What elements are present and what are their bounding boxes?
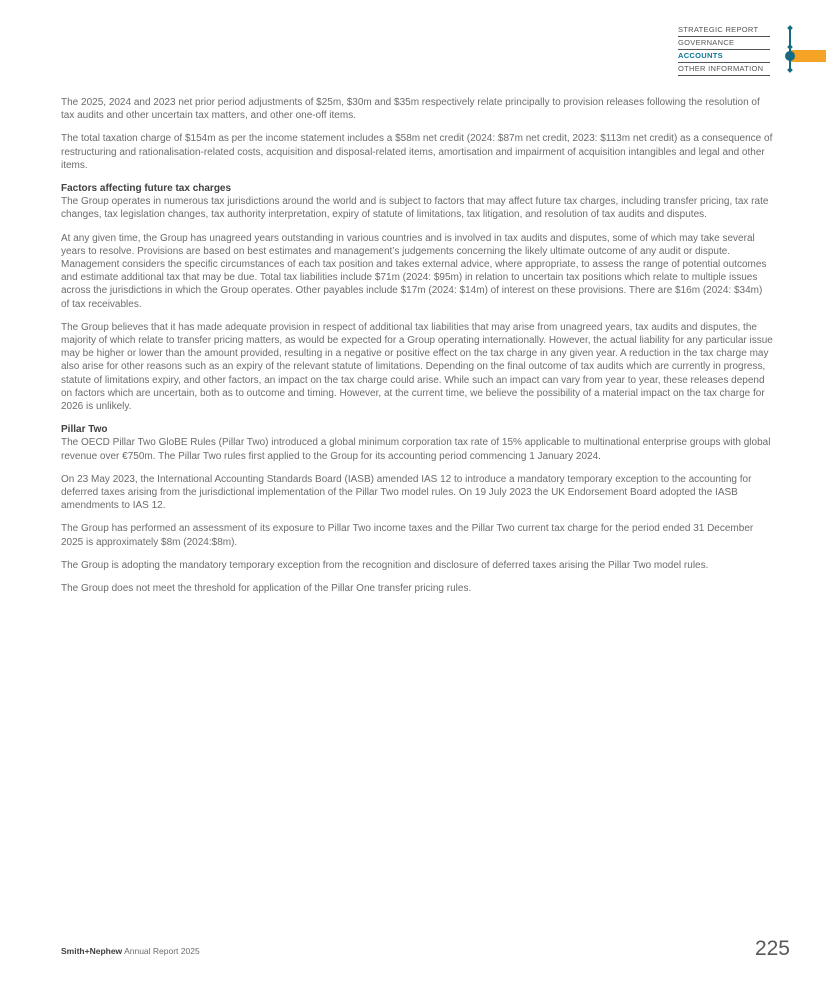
heading-pillar-two: Pillar Two <box>61 424 108 436</box>
page-number: 225 <box>754 937 790 960</box>
paragraph-prior-period-adjustments: The 2025, 2024 and 2023 net prior period adjustments of $25m, $30m and $35m respectively relate principally to provision releases following the resolution of tax audits and other uncertain tax matters, and other one-off items. <box>61 97 760 122</box>
section-nav <box>678 24 770 76</box>
paragraph-oecd-pillar-two-rules: The OECD Pillar Two GloBE Rules (Pillar Two) introduced a global minimum corporation tax rate of 15% applicable to multinational enterprise groups with global revenue over €750m. The Pillar Two rules first applied to the Group for its accounting period commencing 1 January 2024. <box>61 437 771 462</box>
brand-name: Smith+Nephew <box>61 946 123 956</box>
paragraph-unagreed-years: At any given time, the Group has unagreed years outstanding in various countries and is involved in tax audits and disputes, some of which may take several years to resolve. Provisions are based on best estimates and management’s judgements concerning the likely ultimate outcome of any audit or dispute. Management considers the specific circumstances of each tax position and takes external advice, where appropriate, to assess the range of potential outcomes and estimate additional tax that may be due. Total tax liabilities include $71m (2024: $95m) in relation to uncertain tax positions which relate to multiple issues across the jurisdictions in which the Group operates. Other payables include $17m (2024: $14m) of interest on these provisions. There are $16m (2024: $34m) of tax receivables. <box>61 232 767 310</box>
nav-rail-dot <box>787 44 793 50</box>
nav-item-governance[interactable]: GOVERNANCE <box>678 37 770 50</box>
page-footer <box>61 938 790 960</box>
nav-item-accounts[interactable]: ACCOUNTS <box>678 50 770 63</box>
paragraph-adequate-provision: The Group believes that it has made adequate provision in respect of additional tax liabilities that may arise from unagreed years, tax audits and disputes, the majority of which relate to transfer pricing matters, as would be expected for a Group operating internationally. However, the actual liability for any particular issue may be higher or lower than the amount provided, resulting in a negative or positive effect on the tax charge in any given year. A reduction in the tax charge may also arise for other reasons such as an expiry of the relevant statute of limitations. Depending on the final outcome of tax audits which are currently in progress, statute of limitations expiry, and other factors, an impact on the tax charge could arise. While such an impact can vary from year to year, these releases depend on factors which are uncertain, both as to outcome and timing. However, at the current time, we believe the possibility of a material impact on the tax charge for 2026 is unlikely. <box>61 321 773 413</box>
nav-item-other-information[interactable]: OTHER INFORMATION <box>678 63 770 76</box>
page-content <box>61 96 773 605</box>
active-section-marker-bar <box>789 50 826 62</box>
paragraph-total-taxation-charge: The total taxation charge of $154m as per the income statement includes a $58m net credit (2024: $87m net credit, 2023: $113m net credit) as a consequence of restructuring and rationalisation-related costs, acquisition and disposal-related items, amortisation and impairment of acquisition intangibles and legal and other items. <box>61 133 773 171</box>
nav-rail-dot <box>787 25 793 31</box>
paragraph-iasb-amendment: On 23 May 2023, the International Accounting Standards Board (IASB) amended IAS 12 to introduce a mandatory temporary exception to the accounting for deferred taxes arising from the jurisdictional implementation of the Pillar Two model rules. On 19 July 2023 the UK Endorsement Board adopted the IASB amendments to IAS 12. <box>61 473 752 512</box>
footer-report-label <box>61 946 200 960</box>
paragraph-group-operates-jurisdictions: The Group operates in numerous tax jurisdictions around the world and is subject to factors that may affect future tax charges, including transfer pricing, tax rate changes, tax legislation changes, tax authority interpretation, expiry of statute of limitations, tax litigation, and resolution of tax audits and disputes. <box>61 196 769 221</box>
nav-rail-active-dot <box>785 51 795 61</box>
nav-rail-dot <box>787 67 793 73</box>
paragraph-pillar-two-exposure: The Group has performed an assessment of its exposure to Pillar Two income taxes and the Pillar Two current tax charge for the period ended 31 December 2025 is approximately $8m (2024:$8m). <box>61 523 754 548</box>
nav-item-strategic-report[interactable]: STRATEGIC REPORT <box>678 24 770 37</box>
heading-factors-affecting-future-tax-charges: Factors affecting future tax charges <box>61 183 232 195</box>
paragraph-pillar-one-threshold: The Group does not meet the threshold for application of the Pillar One transfer pricing rules. <box>61 583 472 595</box>
paragraph-temporary-exception: The Group is adopting the mandatory temporary exception from the recognition and disclosure of deferred taxes arising the Pillar Two model rules. <box>61 559 709 571</box>
report-title: Annual Report 2025 <box>122 946 200 956</box>
